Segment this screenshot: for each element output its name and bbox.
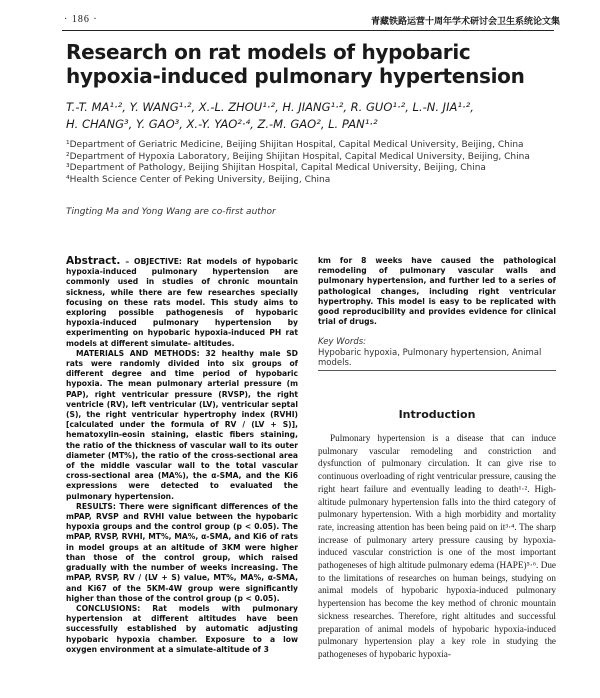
page-number: · 186 · <box>64 14 98 25</box>
abstract-label: Abstract. <box>66 255 121 267</box>
abstract-results: RESULTS: There were significant differences of the mPAP, RVSP and RVHI value between the hypobaric hypoxia groups and the control group (p < 0.05). The mPAP, RVSP, RVHI, MT%, MA%, α-SMA, and Ki6 of rats in model groups at an altitude of 3KM were higher than those of the control group, which raised gradually with the number of weeks increasing. The mPAP, RVSP, RV / (LV + S) value, MT%, MA%, α-SMA, and Ki67 of the 5KM-4W group were significantly higher than those of the control group (p < 0.05). <box>66 501 298 603</box>
header-divider <box>62 30 554 31</box>
keywords-text: Hypobaric hypoxia, Pulmonary hypertension, Animal models. <box>318 347 542 368</box>
authors-line-1: T.-T. MA¹·², Y. WANG¹·², X.-L. ZHOU¹·², H. JIANG¹·², R. GUO¹·², L.-N. JIA¹·², <box>66 100 474 114</box>
cofirst-author-note: Tingting Ma and Yong Wang are co-first author <box>66 207 276 217</box>
author-list <box>66 99 556 133</box>
abstract-left-column <box>66 256 298 655</box>
introduction-paragraph: Pulmonary hypertension is a disease that can induce pulmonary vascular remodeling and constriction and dysfunction of pulmonary circulation. It can give rise to continuous overloading of right ventricular pressure, causing the right heart failure and eventually leading to death¹·². High-altitude pulmonary hypertension falls into the third category of pulmonary hypertension. With a high morbidity and mortality rate, increasing attention has been being paid on it³·⁴. The sharp increase of pulmonary artery pressure causing by hypoxia-induced vascular constriction is one of the most important pathogeneses of high altitude pulmonary edema (HAPE)⁵·⁶. Due to the limitations of researches on human beings, studying on animal models of hypobaric hypoxia-induced pulmonary hypertension has become the key method of chronic mountain sickness researches. Therefore, right altitudes and successful preparation of animal models of hypobaric hypoxia-induced pulmonary hypertension play a key role in studying the pathogeneses of hypobaric hypoxia- <box>318 433 556 659</box>
abstract-objective-text: – OBJECTIVE: Rat models of hypobaric hypoxia-induced pulmonary hypertension are commonly used in studies of chronic mountain sickness, while there are few researches specially focusing on these rats model. This study aims to exploring possible pathogenesis of hypobaric hypoxia-induced pulmonary hypertension by experimenting on hypobaric hypoxia-induced PH rat models at different simulate- altitudes. <box>66 257 298 348</box>
article-title <box>66 40 556 88</box>
affiliation-4: ⁴Health Science Center of Peking University, Beijing, China <box>66 174 331 185</box>
affiliation-2: ²Department of Hypoxia Laboratory, Beijing Shijitan Hospital, Capital Medical University, Beijing, China <box>66 151 530 162</box>
title-line-1: Research on rat models of hypobaric <box>66 40 471 64</box>
abstract-continued: km for 8 weeks have caused the pathological remodeling of pulmonary vascular walls and pulmonary hypertension, and further led to a series of pathological changes, including right ventricular hypertrophy. This model is easy to be replicated with good reproducibility and provides evidence for clinical trial of drugs. <box>318 256 556 327</box>
authors-line-2: H. CHANG³, Y. GAO³, X.-Y. YAO²·⁴, Z.-M. GAO², L. PAN¹·² <box>66 117 378 131</box>
title-line-2: hypoxia-induced pulmonary hypertension <box>66 64 525 88</box>
affiliations <box>66 140 556 186</box>
keywords-block <box>318 337 550 369</box>
abstract-objective <box>66 256 298 349</box>
keywords-label: Key Words: <box>318 337 367 347</box>
introduction-heading: Introduction <box>398 408 476 421</box>
affiliation-1: ¹Department of Geriatric Medicine, Beijing Shijitan Hospital, Capital Medical University, Beijing, China <box>66 140 524 150</box>
keywords-divider <box>318 370 556 371</box>
abstract-right-column <box>318 256 556 327</box>
affiliation-3: ³Department of Pathology, Beijing Shijitan Hospital, Capital Medical University, Beijing, China <box>66 163 486 173</box>
abstract-methods: MATERIALS AND METHODS: 32 healthy male SD rats were randomly divided into six groups of different degree and time period of hypobaric hypoxia. The mean pulmonary arterial pressure (m PAP), right ventricular pressure (RVSP), the right ventricle (RV), left ventricular (LV), ventricular septal (S), the right ventricular hypertrophy index (RVHI) [calculated under the formula of RV / (LV + S)], hematoxylin-eosin staining, elastic fibers staining, the ratio of the thickness of vascular wall to its outer diameter (MT%), the ratio of the cross-sectional area of the middle vascular wall to the total vascular cross-sectional area (MA%), the α-SMA, and the Ki6 expressions were detected to evaluated the pulmonary hypertension. <box>66 348 298 501</box>
introduction-body <box>318 432 556 661</box>
abstract-conclusions: CONCLUSIONS: Rat models with pulmonary hypertension at different altitudes have been successfully established by automatic adjusting hypobaric hypoxia chamber. Exposure to a low oxygen environment at a simulate-altitude of 3 <box>66 603 298 654</box>
running-head: 青藏铁路运营十周年学术研讨会卫生系统论文集 <box>370 17 560 27</box>
